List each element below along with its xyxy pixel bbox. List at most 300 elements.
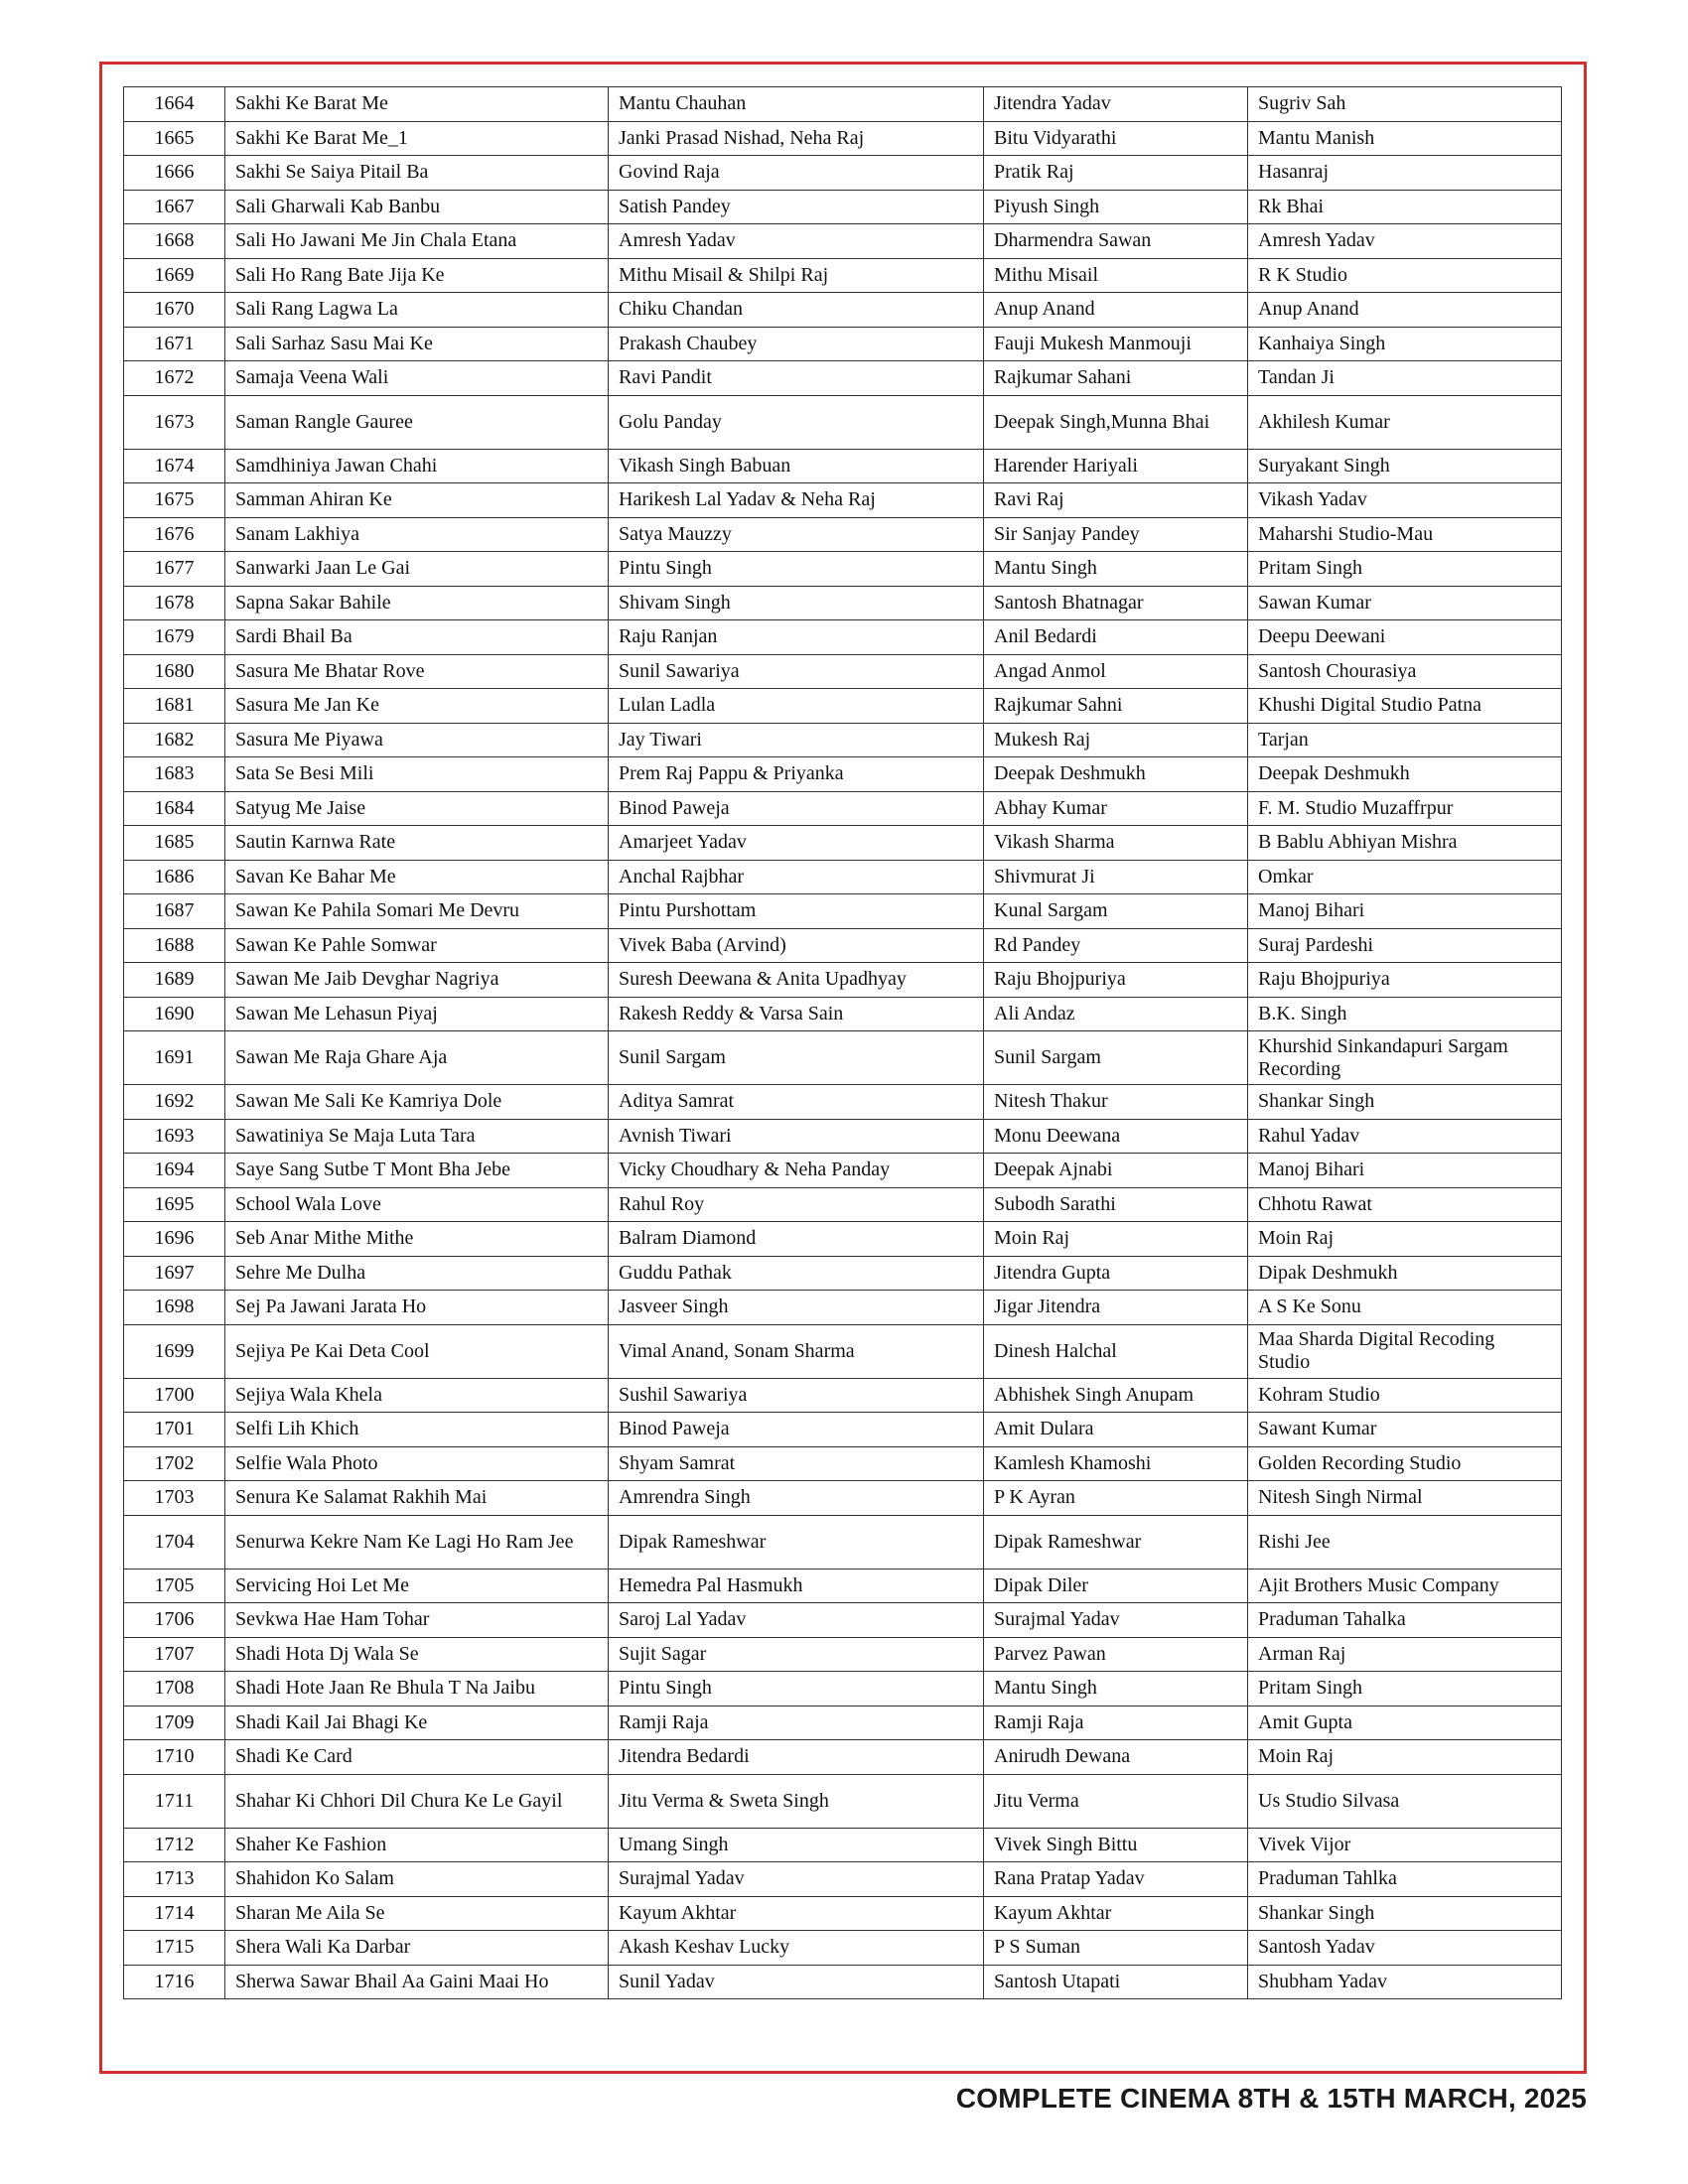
serial-number-cell: 1666 bbox=[124, 156, 225, 191]
song-title-cell: Sapna Sakar Bahile bbox=[225, 586, 609, 620]
singer-cell: Sujit Sagar bbox=[609, 1637, 984, 1672]
table-row bbox=[124, 1862, 1562, 1897]
song-title-cell: Sawan Me Lehasun Piyaj bbox=[225, 997, 609, 1031]
singer-cell: Mantu Chauhan bbox=[609, 87, 984, 122]
lyricist-cell: Moin Raj bbox=[984, 1222, 1248, 1257]
table-row bbox=[124, 121, 1562, 156]
table-row bbox=[124, 1378, 1562, 1413]
serial-number-cell: 1686 bbox=[124, 860, 225, 894]
song-title-cell: Shadi Ke Card bbox=[225, 1740, 609, 1775]
lyricist-cell: Vikash Sharma bbox=[984, 826, 1248, 861]
table-row bbox=[124, 483, 1562, 518]
lyricist-cell: Ramji Raja bbox=[984, 1706, 1248, 1740]
serial-number-cell: 1667 bbox=[124, 190, 225, 224]
table-row bbox=[124, 327, 1562, 361]
lyricist-cell: Dinesh Halchal bbox=[984, 1324, 1248, 1378]
lyricist-cell: Mithu Misail bbox=[984, 258, 1248, 293]
table-row bbox=[124, 224, 1562, 259]
serial-number-cell: 1671 bbox=[124, 327, 225, 361]
song-title-cell: Saye Sang Sutbe T Mont Bha Jebe bbox=[225, 1154, 609, 1188]
lyricist-cell: Sir Sanjay Pandey bbox=[984, 517, 1248, 552]
table-row bbox=[124, 997, 1562, 1031]
song-title-cell: Shadi Kail Jai Bhagi Ke bbox=[225, 1706, 609, 1740]
song-title-cell: Sakhi Ke Barat Me bbox=[225, 87, 609, 122]
lyricist-cell: Bitu Vidyarathi bbox=[984, 121, 1248, 156]
lyricist-cell: Subodh Sarathi bbox=[984, 1187, 1248, 1222]
studio-cell: B.K. Singh bbox=[1248, 997, 1562, 1031]
singer-cell: Golu Panday bbox=[609, 395, 984, 449]
lyricist-cell: Deepak Singh,Munna Bhai bbox=[984, 395, 1248, 449]
studio-cell: R K Studio bbox=[1248, 258, 1562, 293]
singer-cell: Harikesh Lal Yadav & Neha Raj bbox=[609, 483, 984, 518]
serial-number-cell: 1689 bbox=[124, 963, 225, 998]
footer-publication-date: COMPLETE CINEMA 8TH & 15TH MARCH, 2025 bbox=[955, 2083, 1587, 2114]
song-title-cell: School Wala Love bbox=[225, 1187, 609, 1222]
studio-cell: Santosh Yadav bbox=[1248, 1931, 1562, 1966]
song-title-cell: Sawan Ke Pahila Somari Me Devru bbox=[225, 894, 609, 929]
serial-number-cell: 1680 bbox=[124, 654, 225, 689]
table-row bbox=[124, 791, 1562, 826]
lyricist-cell: P K Ayran bbox=[984, 1481, 1248, 1516]
lyricist-cell: Monu Deewana bbox=[984, 1119, 1248, 1154]
lyricist-cell: Raju Bhojpuriya bbox=[984, 963, 1248, 998]
lyricist-cell: Amit Dulara bbox=[984, 1413, 1248, 1447]
table-row bbox=[124, 156, 1562, 191]
song-title-cell: Sawan Me Sali Ke Kamriya Dole bbox=[225, 1085, 609, 1120]
song-title-cell: Sasura Me Jan Ke bbox=[225, 689, 609, 724]
studio-cell: Rahul Yadav bbox=[1248, 1119, 1562, 1154]
lyricist-cell: Jitendra Gupta bbox=[984, 1256, 1248, 1291]
serial-number-cell: 1673 bbox=[124, 395, 225, 449]
song-title-cell: Sehre Me Dulha bbox=[225, 1256, 609, 1291]
serial-number-cell: 1703 bbox=[124, 1481, 225, 1516]
studio-cell: Rishi Jee bbox=[1248, 1515, 1562, 1569]
lyricist-cell: Deepak Ajnabi bbox=[984, 1154, 1248, 1188]
singer-cell: Pintu Singh bbox=[609, 552, 984, 587]
studio-cell: F. M. Studio Muzaffrpur bbox=[1248, 791, 1562, 826]
serial-number-cell: 1716 bbox=[124, 1965, 225, 1999]
table-row bbox=[124, 1031, 1562, 1085]
lyricist-cell: Abhay Kumar bbox=[984, 791, 1248, 826]
singer-cell: Pintu Singh bbox=[609, 1672, 984, 1706]
studio-cell: Nitesh Singh Nirmal bbox=[1248, 1481, 1562, 1516]
lyricist-cell: P S Suman bbox=[984, 1931, 1248, 1966]
studio-cell: Sugriv Sah bbox=[1248, 87, 1562, 122]
lyricist-cell: Rajkumar Sahni bbox=[984, 689, 1248, 724]
studio-cell: Santosh Chourasiya bbox=[1248, 654, 1562, 689]
studio-cell: Golden Recording Studio bbox=[1248, 1446, 1562, 1481]
serial-number-cell: 1697 bbox=[124, 1256, 225, 1291]
serial-number-cell: 1679 bbox=[124, 620, 225, 655]
table-row bbox=[124, 1603, 1562, 1638]
studio-cell: Suraj Pardeshi bbox=[1248, 928, 1562, 963]
lyricist-cell: Nitesh Thakur bbox=[984, 1085, 1248, 1120]
table-row bbox=[124, 1774, 1562, 1828]
singer-cell: Prem Raj Pappu & Priyanka bbox=[609, 757, 984, 792]
song-title-cell: Sakhi Se Saiya Pitail Ba bbox=[225, 156, 609, 191]
studio-cell: Pritam Singh bbox=[1248, 552, 1562, 587]
song-title-cell: Saman Rangle Gauree bbox=[225, 395, 609, 449]
singer-cell: Sushil Sawariya bbox=[609, 1378, 984, 1413]
table-row bbox=[124, 1085, 1562, 1120]
song-title-cell: Sakhi Ke Barat Me_1 bbox=[225, 121, 609, 156]
song-title-cell: Senura Ke Salamat Rakhih Mai bbox=[225, 1481, 609, 1516]
song-rows bbox=[124, 87, 1562, 1999]
singer-cell: Amresh Yadav bbox=[609, 224, 984, 259]
serial-number-cell: 1691 bbox=[124, 1031, 225, 1085]
table-row bbox=[124, 620, 1562, 655]
singer-cell: Satish Pandey bbox=[609, 190, 984, 224]
serial-number-cell: 1669 bbox=[124, 258, 225, 293]
song-title-cell: Sejiya Pe Kai Deta Cool bbox=[225, 1324, 609, 1378]
serial-number-cell: 1681 bbox=[124, 689, 225, 724]
singer-cell: Binod Paweja bbox=[609, 1413, 984, 1447]
serial-number-cell: 1715 bbox=[124, 1931, 225, 1966]
table-row bbox=[124, 928, 1562, 963]
serial-number-cell: 1706 bbox=[124, 1603, 225, 1638]
lyricist-cell: Rd Pandey bbox=[984, 928, 1248, 963]
lyricist-cell: Piyush Singh bbox=[984, 190, 1248, 224]
singer-cell: Prakash Chaubey bbox=[609, 327, 984, 361]
singer-cell: Shivam Singh bbox=[609, 586, 984, 620]
table-row bbox=[124, 449, 1562, 483]
studio-cell: Akhilesh Kumar bbox=[1248, 395, 1562, 449]
singer-cell: Binod Paweja bbox=[609, 791, 984, 826]
studio-cell: A S Ke Sonu bbox=[1248, 1291, 1562, 1325]
studio-cell: Sawan Kumar bbox=[1248, 586, 1562, 620]
serial-number-cell: 1701 bbox=[124, 1413, 225, 1447]
singer-cell: Sunil Yadav bbox=[609, 1965, 984, 1999]
serial-number-cell: 1678 bbox=[124, 586, 225, 620]
singer-cell: Pintu Purshottam bbox=[609, 894, 984, 929]
serial-number-cell: 1687 bbox=[124, 894, 225, 929]
studio-cell: Maa Sharda Digital Recoding Studio bbox=[1248, 1324, 1562, 1378]
studio-cell: Shankar Singh bbox=[1248, 1085, 1562, 1120]
lyricist-cell: Kamlesh Khamoshi bbox=[984, 1446, 1248, 1481]
song-title-cell: Sasura Me Bhatar Rove bbox=[225, 654, 609, 689]
table-row bbox=[124, 723, 1562, 757]
singer-cell: Vikash Singh Babuan bbox=[609, 449, 984, 483]
singer-cell: Saroj Lal Yadav bbox=[609, 1603, 984, 1638]
serial-number-cell: 1695 bbox=[124, 1187, 225, 1222]
singer-cell: Hemedra Pal Hasmukh bbox=[609, 1569, 984, 1603]
studio-cell: Vikash Yadav bbox=[1248, 483, 1562, 518]
table-row bbox=[124, 1637, 1562, 1672]
table-row bbox=[124, 1569, 1562, 1603]
studio-cell: Raju Bhojpuriya bbox=[1248, 963, 1562, 998]
song-title-cell: Sherwa Sawar Bhail Aa Gaini Maai Ho bbox=[225, 1965, 609, 1999]
song-title-cell: Sali Gharwali Kab Banbu bbox=[225, 190, 609, 224]
serial-number-cell: 1688 bbox=[124, 928, 225, 963]
table-row bbox=[124, 860, 1562, 894]
serial-number-cell: 1708 bbox=[124, 1672, 225, 1706]
table-row bbox=[124, 552, 1562, 587]
studio-cell: Chhotu Rawat bbox=[1248, 1187, 1562, 1222]
singer-cell: Amrendra Singh bbox=[609, 1481, 984, 1516]
serial-number-cell: 1698 bbox=[124, 1291, 225, 1325]
table-row bbox=[124, 689, 1562, 724]
song-title-cell: Shera Wali Ka Darbar bbox=[225, 1931, 609, 1966]
singer-cell: Dipak Rameshwar bbox=[609, 1515, 984, 1569]
table-row bbox=[124, 1896, 1562, 1931]
singer-cell: Chiku Chandan bbox=[609, 293, 984, 328]
song-title-cell: Shaher Ke Fashion bbox=[225, 1828, 609, 1862]
singer-cell: Shyam Samrat bbox=[609, 1446, 984, 1481]
song-title-cell: Seb Anar Mithe Mithe bbox=[225, 1222, 609, 1257]
song-title-cell: Servicing Hoi Let Me bbox=[225, 1569, 609, 1603]
singer-cell: Lulan Ladla bbox=[609, 689, 984, 724]
serial-number-cell: 1714 bbox=[124, 1896, 225, 1931]
studio-cell: B Bablu Abhiyan Mishra bbox=[1248, 826, 1562, 861]
lyricist-cell: Fauji Mukesh Manmouji bbox=[984, 327, 1248, 361]
song-title-cell: Sasura Me Piyawa bbox=[225, 723, 609, 757]
serial-number-cell: 1694 bbox=[124, 1154, 225, 1188]
song-title-cell: Samman Ahiran Ke bbox=[225, 483, 609, 518]
song-title-cell: Sali Ho Rang Bate Jija Ke bbox=[225, 258, 609, 293]
table-row bbox=[124, 1187, 1562, 1222]
serial-number-cell: 1692 bbox=[124, 1085, 225, 1120]
singer-cell: Raju Ranjan bbox=[609, 620, 984, 655]
song-title-cell: Sali Sarhaz Sasu Mai Ke bbox=[225, 327, 609, 361]
table-row bbox=[124, 293, 1562, 328]
serial-number-cell: 1699 bbox=[124, 1324, 225, 1378]
table-row bbox=[124, 1931, 1562, 1966]
serial-number-cell: 1696 bbox=[124, 1222, 225, 1257]
table-row bbox=[124, 757, 1562, 792]
studio-cell: Ajit Brothers Music Company bbox=[1248, 1569, 1562, 1603]
studio-cell: Maharshi Studio-Mau bbox=[1248, 517, 1562, 552]
studio-cell: Khushi Digital Studio Patna bbox=[1248, 689, 1562, 724]
singer-cell: Rakesh Reddy & Varsa Sain bbox=[609, 997, 984, 1031]
table-row bbox=[124, 963, 1562, 998]
lyricist-cell: Abhishek Singh Anupam bbox=[984, 1378, 1248, 1413]
table-row bbox=[124, 1965, 1562, 1999]
lyricist-cell: Mukesh Raj bbox=[984, 723, 1248, 757]
song-title-cell: Shahidon Ko Salam bbox=[225, 1862, 609, 1897]
song-title-cell: Sharan Me Aila Se bbox=[225, 1896, 609, 1931]
table-row bbox=[124, 1413, 1562, 1447]
singer-cell: Anchal Rajbhar bbox=[609, 860, 984, 894]
lyricist-cell: Mantu Singh bbox=[984, 1672, 1248, 1706]
table-row bbox=[124, 1119, 1562, 1154]
table-row bbox=[124, 395, 1562, 449]
serial-number-cell: 1682 bbox=[124, 723, 225, 757]
song-register-table bbox=[123, 86, 1562, 1999]
studio-cell: Praduman Tahalka bbox=[1248, 1603, 1562, 1638]
studio-cell: Khurshid Sinkandapuri Sargam Recording bbox=[1248, 1031, 1562, 1085]
song-title-cell: Sanam Lakhiya bbox=[225, 517, 609, 552]
serial-number-cell: 1690 bbox=[124, 997, 225, 1031]
serial-number-cell: 1665 bbox=[124, 121, 225, 156]
singer-cell: Jitu Verma & Sweta Singh bbox=[609, 1774, 984, 1828]
table-row bbox=[124, 190, 1562, 224]
studio-cell: Amresh Yadav bbox=[1248, 224, 1562, 259]
table-row bbox=[124, 361, 1562, 396]
studio-cell: Omkar bbox=[1248, 860, 1562, 894]
lyricist-cell: Kunal Sargam bbox=[984, 894, 1248, 929]
table-row bbox=[124, 654, 1562, 689]
lyricist-cell: Anup Anand bbox=[984, 293, 1248, 328]
song-title-cell: Satyug Me Jaise bbox=[225, 791, 609, 826]
song-title-cell: Sali Rang Lagwa La bbox=[225, 293, 609, 328]
singer-cell: Jitendra Bedardi bbox=[609, 1740, 984, 1775]
lyricist-cell: Ali Andaz bbox=[984, 997, 1248, 1031]
singer-cell: Jay Tiwari bbox=[609, 723, 984, 757]
serial-number-cell: 1684 bbox=[124, 791, 225, 826]
song-title-cell: Senurwa Kekre Nam Ke Lagi Ho Ram Jee bbox=[225, 1515, 609, 1569]
song-title-cell: Samaja Veena Wali bbox=[225, 361, 609, 396]
studio-cell: Arman Raj bbox=[1248, 1637, 1562, 1672]
song-title-cell: Sanwarki Jaan Le Gai bbox=[225, 552, 609, 587]
table-row bbox=[124, 1672, 1562, 1706]
lyricist-cell: Surajmal Yadav bbox=[984, 1603, 1248, 1638]
lyricist-cell: Shivmurat Ji bbox=[984, 860, 1248, 894]
studio-cell: Tarjan bbox=[1248, 723, 1562, 757]
table-row bbox=[124, 1222, 1562, 1257]
studio-cell: Manoj Bihari bbox=[1248, 894, 1562, 929]
lyricist-cell: Ravi Raj bbox=[984, 483, 1248, 518]
studio-cell: Hasanraj bbox=[1248, 156, 1562, 191]
serial-number-cell: 1710 bbox=[124, 1740, 225, 1775]
lyricist-cell: Jitu Verma bbox=[984, 1774, 1248, 1828]
lyricist-cell: Angad Anmol bbox=[984, 654, 1248, 689]
serial-number-cell: 1676 bbox=[124, 517, 225, 552]
studio-cell: Amit Gupta bbox=[1248, 1706, 1562, 1740]
lyricist-cell: Harender Hariyali bbox=[984, 449, 1248, 483]
serial-number-cell: 1700 bbox=[124, 1378, 225, 1413]
serial-number-cell: 1707 bbox=[124, 1637, 225, 1672]
table-row bbox=[124, 1828, 1562, 1862]
serial-number-cell: 1672 bbox=[124, 361, 225, 396]
table-row bbox=[124, 1154, 1562, 1188]
table-row bbox=[124, 826, 1562, 861]
song-title-cell: Sautin Karnwa Rate bbox=[225, 826, 609, 861]
table-row bbox=[124, 1740, 1562, 1775]
table-row bbox=[124, 1515, 1562, 1569]
song-title-cell: Selfi Lih Khich bbox=[225, 1413, 609, 1447]
song-title-cell: Sali Ho Jawani Me Jin Chala Etana bbox=[225, 224, 609, 259]
studio-cell: Kanhaiya Singh bbox=[1248, 327, 1562, 361]
song-title-cell: Samdhiniya Jawan Chahi bbox=[225, 449, 609, 483]
singer-cell: Vicky Choudhary & Neha Panday bbox=[609, 1154, 984, 1188]
singer-cell: Mithu Misail & Shilpi Raj bbox=[609, 258, 984, 293]
serial-number-cell: 1711 bbox=[124, 1774, 225, 1828]
song-title-cell: Sawan Me Jaib Devghar Nagriya bbox=[225, 963, 609, 998]
studio-cell: Moin Raj bbox=[1248, 1222, 1562, 1257]
lyricist-cell: Jigar Jitendra bbox=[984, 1291, 1248, 1325]
serial-number-cell: 1704 bbox=[124, 1515, 225, 1569]
singer-cell: Satya Mauzzy bbox=[609, 517, 984, 552]
serial-number-cell: 1709 bbox=[124, 1706, 225, 1740]
singer-cell: Kayum Akhtar bbox=[609, 1896, 984, 1931]
lyricist-cell: Rajkumar Sahani bbox=[984, 361, 1248, 396]
lyricist-cell: Anirudh Dewana bbox=[984, 1740, 1248, 1775]
serial-number-cell: 1683 bbox=[124, 757, 225, 792]
studio-cell: Vivek Vijor bbox=[1248, 1828, 1562, 1862]
singer-cell: Balram Diamond bbox=[609, 1222, 984, 1257]
studio-cell: Dipak Deshmukh bbox=[1248, 1256, 1562, 1291]
studio-cell: Kohram Studio bbox=[1248, 1378, 1562, 1413]
singer-cell: Akash Keshav Lucky bbox=[609, 1931, 984, 1966]
table-row bbox=[124, 517, 1562, 552]
studio-cell: Deepak Deshmukh bbox=[1248, 757, 1562, 792]
table-row bbox=[124, 1324, 1562, 1378]
lyricist-cell: Anil Bedardi bbox=[984, 620, 1248, 655]
lyricist-cell: Santosh Bhatnagar bbox=[984, 586, 1248, 620]
singer-cell: Sunil Sargam bbox=[609, 1031, 984, 1085]
singer-cell: Janki Prasad Nishad, Neha Raj bbox=[609, 121, 984, 156]
song-title-cell: Savan Ke Bahar Me bbox=[225, 860, 609, 894]
song-title-cell: Shahar Ki Chhori Dil Chura Ke Le Gayil bbox=[225, 1774, 609, 1828]
studio-cell: Manoj Bihari bbox=[1248, 1154, 1562, 1188]
table-row bbox=[124, 1446, 1562, 1481]
song-title-cell: Sardi Bhail Ba bbox=[225, 620, 609, 655]
serial-number-cell: 1677 bbox=[124, 552, 225, 587]
singer-cell: Jasveer Singh bbox=[609, 1291, 984, 1325]
lyricist-cell: Pratik Raj bbox=[984, 156, 1248, 191]
serial-number-cell: 1693 bbox=[124, 1119, 225, 1154]
serial-number-cell: 1668 bbox=[124, 224, 225, 259]
song-title-cell: Sawatiniya Se Maja Luta Tara bbox=[225, 1119, 609, 1154]
singer-cell: Amarjeet Yadav bbox=[609, 826, 984, 861]
serial-number-cell: 1670 bbox=[124, 293, 225, 328]
singer-cell: Aditya Samrat bbox=[609, 1085, 984, 1120]
song-title-cell: Shadi Hota Dj Wala Se bbox=[225, 1637, 609, 1672]
studio-cell: Suryakant Singh bbox=[1248, 449, 1562, 483]
song-title-cell: Sawan Ke Pahle Somwar bbox=[225, 928, 609, 963]
table-row bbox=[124, 1481, 1562, 1516]
singer-cell: Rahul Roy bbox=[609, 1187, 984, 1222]
song-title-cell: Sejiya Wala Khela bbox=[225, 1378, 609, 1413]
table-row bbox=[124, 1256, 1562, 1291]
studio-cell: Pritam Singh bbox=[1248, 1672, 1562, 1706]
studio-cell: Rk Bhai bbox=[1248, 190, 1562, 224]
singer-cell: Avnish Tiwari bbox=[609, 1119, 984, 1154]
studio-cell: Moin Raj bbox=[1248, 1740, 1562, 1775]
singer-cell: Sunil Sawariya bbox=[609, 654, 984, 689]
table-row bbox=[124, 894, 1562, 929]
singer-cell: Vivek Baba (Arvind) bbox=[609, 928, 984, 963]
song-title-cell: Shadi Hote Jaan Re Bhula T Na Jaibu bbox=[225, 1672, 609, 1706]
table-row bbox=[124, 258, 1562, 293]
table-row bbox=[124, 586, 1562, 620]
serial-number-cell: 1712 bbox=[124, 1828, 225, 1862]
serial-number-cell: 1702 bbox=[124, 1446, 225, 1481]
singer-cell: Suresh Deewana & Anita Upadhyay bbox=[609, 963, 984, 998]
studio-cell: Deepu Deewani bbox=[1248, 620, 1562, 655]
studio-cell: Us Studio Silvasa bbox=[1248, 1774, 1562, 1828]
studio-cell: Tandan Ji bbox=[1248, 361, 1562, 396]
serial-number-cell: 1705 bbox=[124, 1569, 225, 1603]
lyricist-cell: Dipak Diler bbox=[984, 1569, 1248, 1603]
serial-number-cell: 1664 bbox=[124, 87, 225, 122]
lyricist-cell: Dharmendra Sawan bbox=[984, 224, 1248, 259]
singer-cell: Surajmal Yadav bbox=[609, 1862, 984, 1897]
lyricist-cell: Kayum Akhtar bbox=[984, 1896, 1248, 1931]
table-row bbox=[124, 1706, 1562, 1740]
song-title-cell: Sawan Me Raja Ghare Aja bbox=[225, 1031, 609, 1085]
singer-cell: Guddu Pathak bbox=[609, 1256, 984, 1291]
song-title-cell: Sata Se Besi Mili bbox=[225, 757, 609, 792]
song-title-cell: Sevkwa Hae Ham Tohar bbox=[225, 1603, 609, 1638]
singer-cell: Ramji Raja bbox=[609, 1706, 984, 1740]
studio-cell: Sawant Kumar bbox=[1248, 1413, 1562, 1447]
studio-cell: Praduman Tahlka bbox=[1248, 1862, 1562, 1897]
lyricist-cell: Parvez Pawan bbox=[984, 1637, 1248, 1672]
lyricist-cell: Mantu Singh bbox=[984, 552, 1248, 587]
serial-number-cell: 1713 bbox=[124, 1862, 225, 1897]
singer-cell: Umang Singh bbox=[609, 1828, 984, 1862]
